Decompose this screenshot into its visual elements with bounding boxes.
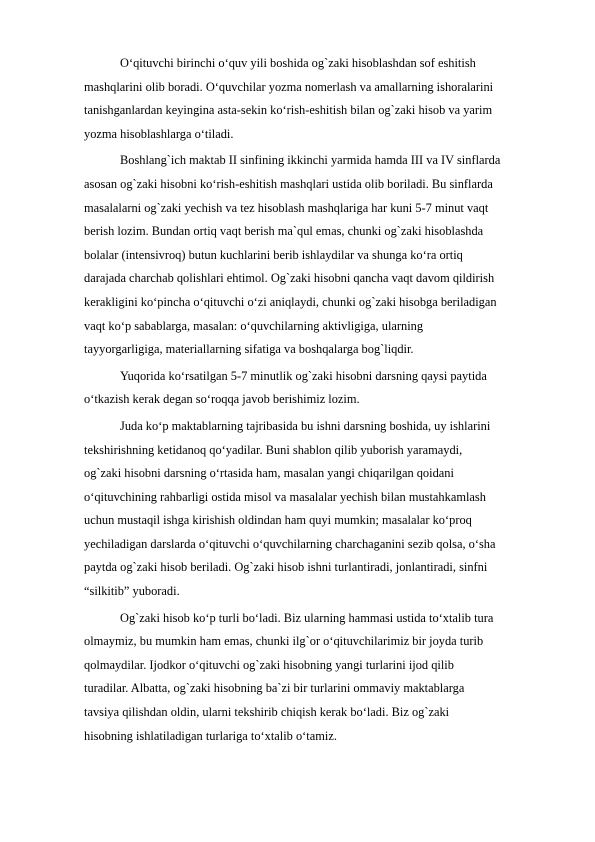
text-line: og`zaki hisobni darsning o‘rtasida ham, masalan yangi chiqarilgan qoidani <box>84 466 454 481</box>
text-line: yozma hisoblashlarga o‘tiladi. <box>84 126 234 141</box>
text-line: tekshirishning ketidanoq qo‘yadilar. Buni shablon qilib yuborish yaramaydi, <box>84 442 463 457</box>
document-page <box>84 52 552 751</box>
text-line: qolmaydilar. Ijodkor o‘qituvchi og`zaki hisobning yangi turlarini ijod qilib <box>84 657 454 672</box>
text-line: “silkitib” yuboradi. <box>84 584 180 599</box>
text-line: tanishganlardan keyingina asta-sekin ko‘rish-eshitish bilan og`zaki hisob va yarim <box>84 103 493 118</box>
text-line: Boshlang`ich maktab II sinfining ikkinchi yarmida hamda III va IV sinflarda <box>120 153 501 168</box>
text-line: O‘qituvchi birinchi o‘quv yili boshida og`zaki hisoblashdan sof eshitish <box>120 56 476 70</box>
text-line: berish lozim. Bundan ortiq vaqt berish ma`qul emas, chunki og`zaki hisoblashda <box>84 224 484 239</box>
paragraph-3 <box>84 365 552 412</box>
text-line: vaqt ko‘p sabablarga, masalan: o‘quvchilarning aktivligiga, ularning <box>84 318 424 333</box>
paragraph-2 <box>84 149 552 361</box>
text-line: o‘tkazish kerak degan so‘roqqa javob berishimiz lozim. <box>84 392 360 407</box>
text-line: masalalarni og`zaki yechish va tez hisoblash mashqlariga har kuni 5-7 minut vaqt <box>84 200 489 215</box>
paragraph-5 <box>84 607 552 749</box>
text-line: tayyorgarligiga, materiallarning sifatiga va boshqalarga bog`liqdir. <box>84 342 414 357</box>
paragraph-4 <box>84 415 552 604</box>
text-line: hisobning ishlatiladigan turlariga to‘xtalib o‘tamiz. <box>84 728 337 743</box>
text-line: kerakligini ko‘pincha o‘qituvchi o‘zi aniqlaydi, chunki og`zaki hisobga beriladigan <box>84 294 497 309</box>
text-line: o‘qituvchining rahbarligi ostida misol va masalalar yechish bilan mustahkamlash <box>84 489 486 504</box>
text-line: olmaymiz, bu mumkin ham emas, chunki ilg`or o‘qituvchilarimiz bir joyda turib <box>84 634 484 649</box>
text-line: paytda og`zaki hisob beriladi. Og`zaki hisob ishni turlantiradi, jonlantiradi, sinfni <box>84 560 488 575</box>
text-line: darajada charchab qolishlari ehtimol. Og`zaki hisobni qancha vaqt davom qildirish <box>84 271 495 286</box>
text-line: Yuqorida ko‘rsatilgan 5-7 minutlik og`zaki hisobni darsning qaysi paytida <box>120 368 487 383</box>
text-line: asosan og`zaki hisobni ko‘rish-eshitish mashqlari ustida olib boriladi. Bu sinflarda <box>84 176 493 191</box>
text-line: turadilar. Albatta, og`zaki hisobning ba`zi bir turlarini ommaviy maktablarga <box>84 681 465 696</box>
paragraph-1 <box>84 52 552 146</box>
text-line: Og`zaki hisob ko‘p turli bo‘ladi. Biz ularning hammasi ustida to‘xtalib tura <box>120 610 494 625</box>
text-line: Juda ko‘p maktablarning tajribasida bu ishni darsning boshida, uy ishlarini <box>120 418 491 433</box>
text-line: bolalar (intensivroq) butun kuchlarini berib ishlaydilar va shunga ko‘ra ortiq <box>84 247 463 262</box>
text-line: mashqlarini olib boradi. O‘quvchilar yozma nomerlash va amallarning ishoralarini <box>84 79 494 94</box>
text-line: yechiladigan darslarda o‘qituvchi o‘quvchilarning charchaganini sezib qolsa, o‘sha <box>84 536 496 551</box>
text-line: tavsiya qilishdan oldin, ularni tekshirib chiqish kerak bo‘ladi. Biz og`zaki <box>84 705 450 720</box>
text-line: uchun mustaqil ishga kirishish oldindan ham quyi mumkin; masalalar ko‘proq <box>84 513 472 528</box>
